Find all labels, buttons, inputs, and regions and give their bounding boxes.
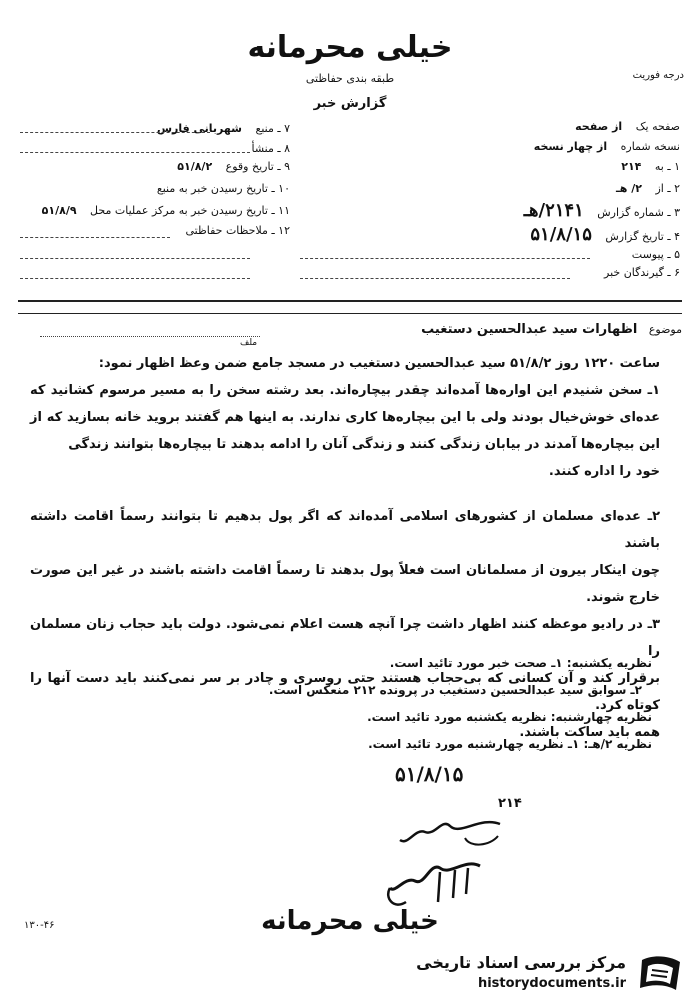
file-stamp: ملف [240,338,258,348]
field-value: ۵۱/۸/۲ [177,160,213,173]
right-field-report-date [530,224,680,245]
body-paragraph: برقرار کند و آن کسانی که بی‌حجاب هستند حتی روسری و چادر بر سر نمی‌کنند باید دست آنها را کوتاه کرد. [30,671,660,713]
book-page-logo-icon [636,952,686,996]
field-label: ۳ ـ شماره گزارش [597,206,680,219]
field-label: ۲ ـ از [655,182,680,195]
annotation-line: نظریه چهارشنبه: نظریه یکشنبه مورد تائید است. [367,710,652,724]
body-paragraph: ۲ـ عده‌ای مسلمان از کشورهای اسلامی آمده‌اند که اگر پول بدهیم تا بتوانند رسماً اقامت داشته باشند [30,509,660,551]
subject-label: موضوع [648,323,682,336]
left-field-received-by-source [143,182,290,195]
left-field-security-notes [172,224,290,237]
body-paragraph: چون اینکار بیرون از مسلمانان است فعلاً پول بدهند تا رسماً اقامت داشته باشند در غیر این صورت خارج شوند. [30,563,660,605]
field-label: ۷ ـ منبع [255,122,290,135]
left-field-received-by-center [42,204,290,217]
field-value: از چهار نسخه [533,140,608,153]
section-divider [18,300,682,302]
report-type-label: گزارش خبر [313,96,387,111]
field-label: نسخه شماره [620,140,680,153]
dotted-line [20,152,250,153]
field-value-handwritten: ۵۱/۸/۱۵ [530,224,592,245]
field-label: ۹ ـ تاریخ وقوع [225,160,290,173]
subject-text: اظهارات سید عبدالحسین دستغیب [421,322,638,337]
dotted-line [40,336,260,337]
field-label: ۵ ـ پیوست [631,248,680,261]
subject-line [421,322,682,337]
annotation-line: نظریه ۲/هـ: ۱ـ نظریه چهارشنبه مورد تائید است. [368,737,652,751]
right-field-from [616,182,680,195]
field-label: ۶ ـ گیرندگان خبر [604,266,680,279]
right-field-page [575,120,680,133]
right-field-recipients [591,266,680,279]
dotted-line [300,258,590,259]
body-paragraph: ۳ـ در رادیو موعظه کنند اظهار داشت چرا آنچه هست اعلام نمی‌شود. دولت باید حجاب زنان مسلمان را [30,617,660,659]
field-label: ۱ ـ به [654,160,680,173]
archive-name: مرکز بررسی اسناد تاریخی [416,953,626,972]
urgency-label: درجه فوریت [632,70,684,81]
field-value: شهربانی فارس [156,122,242,135]
field-value-handwritten: ۲۱۴۱/هـ [523,200,584,221]
dotted-line [20,132,210,133]
field-label: ۱۲ ـ ملاحظات حفاظتی [185,224,290,237]
right-field-to [621,160,680,173]
field-label: صفحه یک [635,120,680,133]
dotted-line [20,258,250,259]
section-divider [18,313,682,314]
body-paragraph: همه باید ساکت باشند. [519,725,660,740]
annotation-line: نظریه یکشنبه: ۱ـ صحت خبر مورد تائید است. [389,656,652,670]
field-value: ۲۱۴ [621,160,642,173]
classification-label: طبقه بندی حفاظتی [305,72,395,85]
analyst-annotations [52,650,652,758]
field-label: ۱۰ ـ تاریخ رسیدن خبر به منبع [156,182,290,195]
body-paragraph: ۱ـ سخن شنیدم این اواره‌ها آمده‌اند چقدر بیچاره‌اند. بعد رشته سخن را به مسیر مرسوم کشانید که عده‌ای خوش‌خیال بودند ولی با این بیچاره‌ها کاری ندارند. به اینها هم گفتند بروید خانه بسازید که از این بیچاره‌ها آمدند در بیابان زندگی کنند و زندگی آنان را ادامه بدهند تا بیچاره‌ها بتوانند زندگی [30,383,660,452]
field-value: ۵۱/۸/۹ [41,204,77,217]
body-paragraph: خود را اداره کنند. [548,464,660,479]
left-field-event-date [177,160,290,173]
dotted-line [20,278,250,279]
footer-classification-title: خیلی محرمانه [261,906,439,936]
annotation-line: ۲ـ سوابق سید عبدالحسین دستغیب در پرونده ۲۱۲ منعکس است. [268,683,642,697]
field-label: ۱۱ ـ تاریخ رسیدن خبر به مرکز عملیات محل [90,204,290,217]
field-value: ۲/ هـ [616,182,642,195]
handwritten-signature [380,806,530,916]
left-field-origin [238,142,290,155]
field-value: از صفحه [575,120,623,133]
body-paragraph: ساعت ۱۲۲۰ روز ۵۱/۸/۲ سید عبدالحسین دستغیب در مسجد جامع ضمن وعظ اظهار نمود: [98,356,660,371]
archive-domain: historydocuments.ir [477,976,626,991]
signature-code: ۲۱۴ [498,796,522,811]
document-classification-title: خیلی محرمانه [247,30,453,65]
signature-date: ۵۱/۸/۱۵ [395,762,464,786]
archive-watermark [416,950,686,998]
right-field-copy-number [534,140,680,153]
dotted-line [300,278,570,279]
left-field-source [157,122,290,135]
dotted-line [20,237,170,238]
field-label: ۴ ـ تاریخ گزارش [605,230,680,243]
right-field-attachment [618,248,680,261]
page-code: ۱۳۰-۴۶ [24,920,55,931]
field-label: ۸ ـ منشأ [251,142,290,155]
right-field-report-number [524,200,680,221]
